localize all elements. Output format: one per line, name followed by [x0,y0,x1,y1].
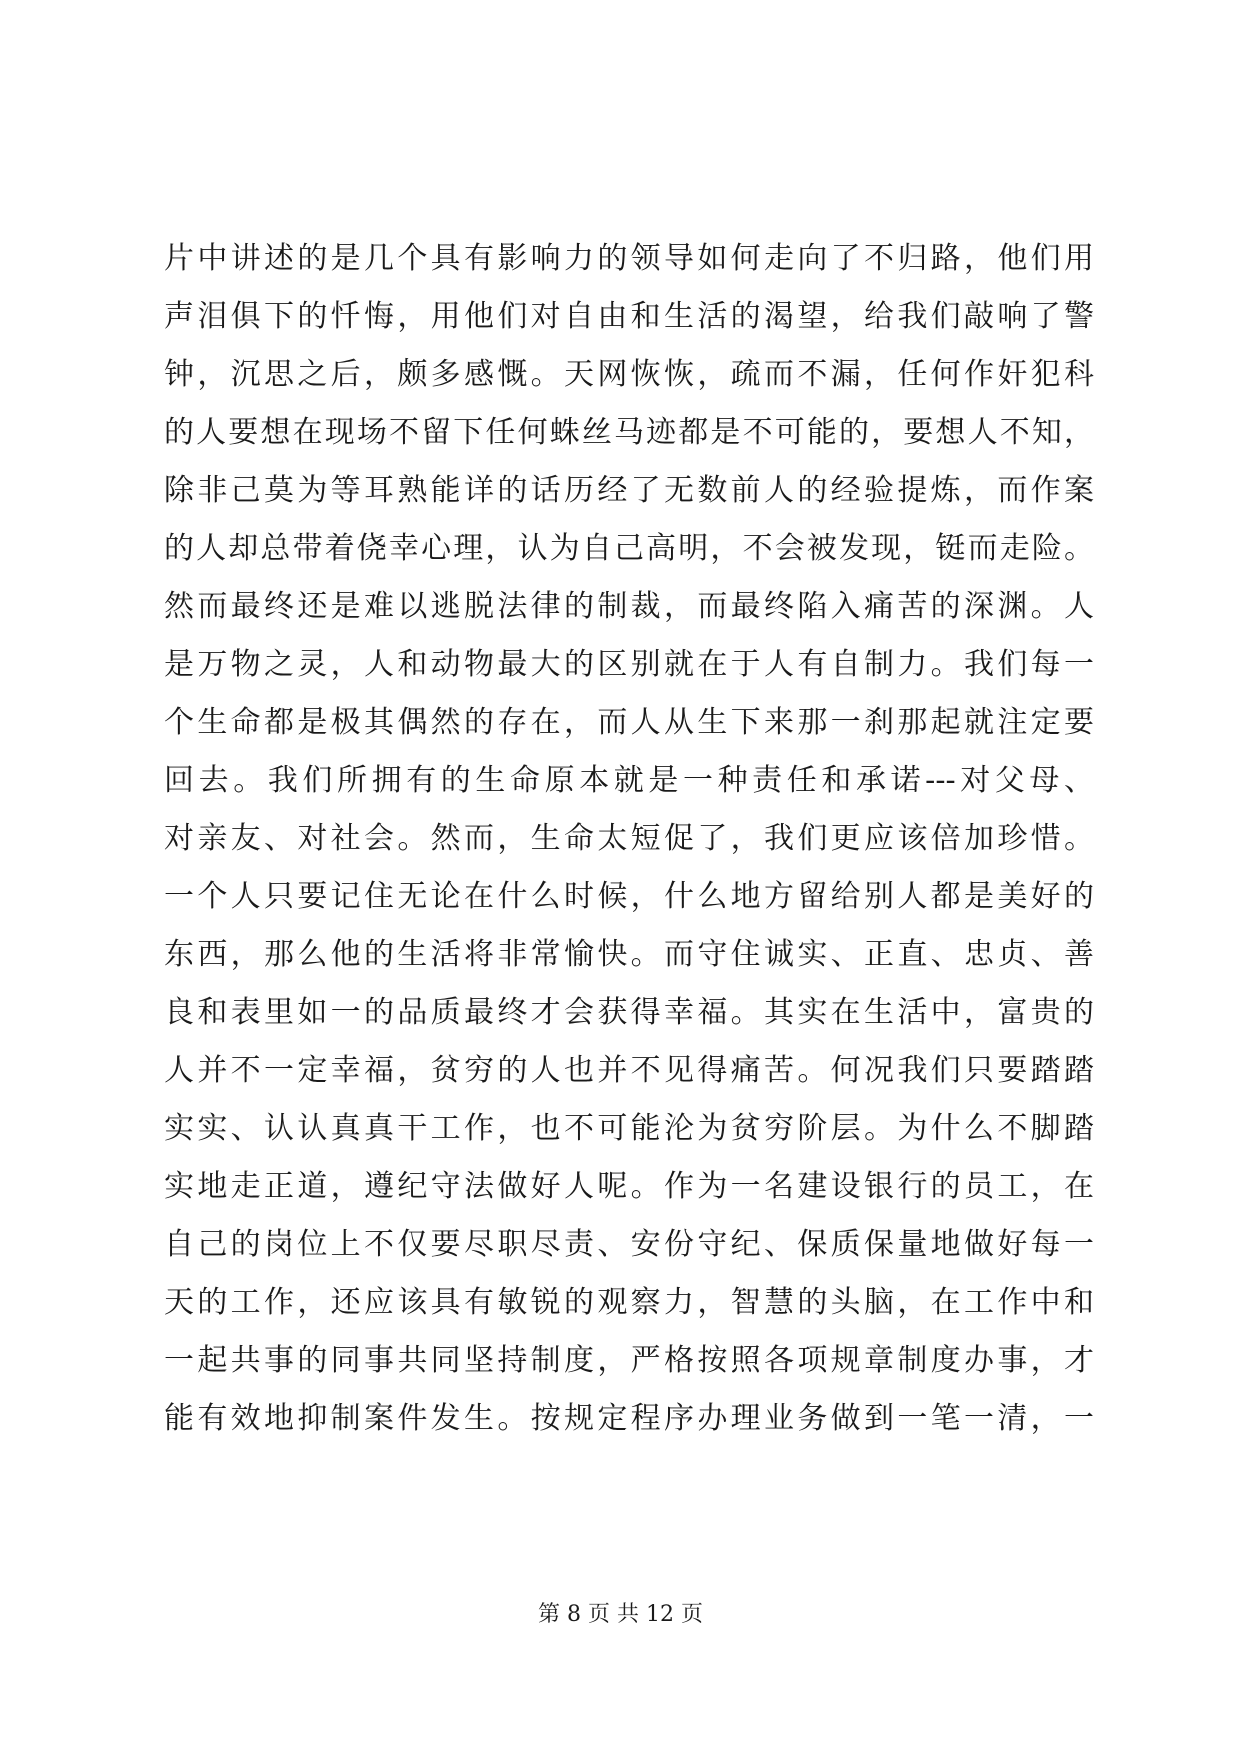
page-footer [0,1600,1241,1630]
text-line: 实地走正道，遵纪守法做好人呢。作为一名建设银行的员工，在 [164,1169,1094,1204]
text-line: 除非己莫为等耳熟能详的话历经了无数前人的经验提炼，而作案 [164,473,1094,508]
text-line: 回去。我们所拥有的生命原本就是一种责任和承诺---对父母、 [164,763,1094,798]
text-line: 能有效地抑制案件发生。按规定程序办理业务做到一笔一清，一 [164,1401,1094,1436]
text-line: 天的工作，还应该具有敏锐的观察力，智慧的头脑，在工作中和 [164,1285,1094,1320]
text-line: 实实、认认真真干工作，也不可能沦为贫穷阶层。为什么不脚踏 [164,1111,1094,1146]
text-line: 的人要想在现场不留下任何蛛丝马迹都是不可能的，要想人不知， [164,415,1094,450]
text-line: 良和表里如一的品质最终才会获得幸福。其实在生活中，富贵的 [164,995,1094,1030]
text-line: 声泪俱下的忏悔，用他们对自由和生活的渴望，给我们敲响了警 [164,299,1094,334]
text-line: 人并不一定幸福，贫穷的人也并不见得痛苦。何况我们只要踏踏 [164,1053,1094,1088]
text-line: 东西，那么他的生活将非常愉快。而守住诚实、正直、忠贞、善 [164,937,1094,972]
text-line: 钟，沉思之后，颇多感慨。天网恢恢，疏而不漏，任何作奸犯科 [164,357,1094,392]
text-line: 是万物之灵，人和动物最大的区别就在于人有自制力。我们每一 [164,647,1094,682]
text-line: 片中讲述的是几个具有影响力的领导如何走向了不归路，他们用 [164,241,1094,276]
text-line: 一起共事的同事共同坚持制度，严格按照各项规章制度办事，才 [164,1343,1094,1378]
text-line: 个生命都是极其偶然的存在，而人从生下来那一刹那起就注定要 [164,705,1094,740]
text-line: 然而最终还是难以逃脱法律的制裁，而最终陷入痛苦的深渊。人 [164,589,1094,624]
text-line: 一个人只要记住无论在什么时候，什么地方留给别人都是美好的 [164,879,1094,914]
page-number-label: 第 8 页 共 12 页 [538,1602,703,1627]
text-line: 对亲友、对社会。然而，生命太短促了，我们更应该倍加珍惜。 [164,821,1094,856]
body-text [164,230,1094,1448]
text-line: 的人却总带着侥幸心理，认为自己高明，不会被发现，铤而走险。 [164,531,1094,566]
text-line: 自己的岗位上不仅要尽职尽责、安份守纪、保质保量地做好每一 [164,1227,1094,1262]
